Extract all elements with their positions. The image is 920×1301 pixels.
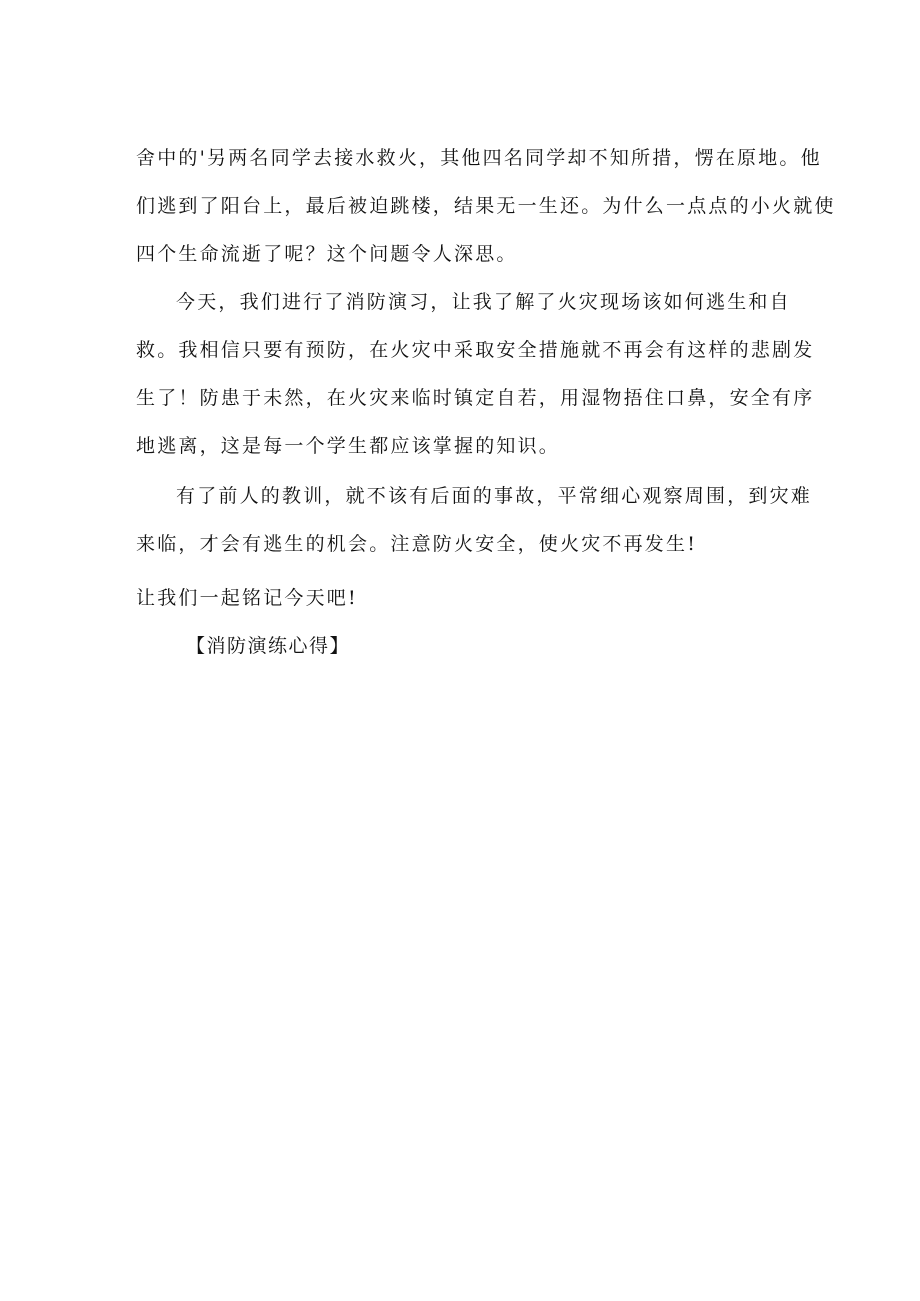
paragraph-3-line-2: 来临，才会有逃生的机会。注意防火安全，使火灾不再发生! [136, 533, 698, 555]
paragraph-2-line-2: 救。我相信只要有预防，在火灾中采取安全措施就不再会有这样的悲剧发 [136, 339, 815, 361]
closing-line: 让我们一起铭记今天吧! [136, 587, 358, 609]
section-heading: 【消防演练心得】 [186, 635, 351, 657]
paragraph-2-line-4: 地逃离，这是每一个学生都应该掌握的知识。 [136, 435, 561, 457]
paragraph-1-line-2: 们逃到了阳台上，最后被迫跳楼，结果无一生还。为什么一点点的小火就使 [136, 195, 836, 217]
paragraph-2-line-1: 今天，我们进行了消防演习，让我了解了火灾现场该如何逃生和自 [176, 291, 791, 313]
paragraph-1-line-1: 舍中的'另两名同学去接水救火，其他四名同学却不知所措，愣在原地。他 [136, 147, 822, 169]
paragraph-1-line-3: 四个生命流逝了呢？这个问题令人深思。 [136, 243, 518, 265]
paragraph-3-line-1: 有了前人的教训，就不该有后面的事故，平常细心观察周围，到灾难 [176, 485, 813, 507]
paragraph-2-line-3: 生了！防患于未然，在火灾来临时镇定自若，用湿物捂住口鼻，安全有序 [136, 387, 815, 409]
